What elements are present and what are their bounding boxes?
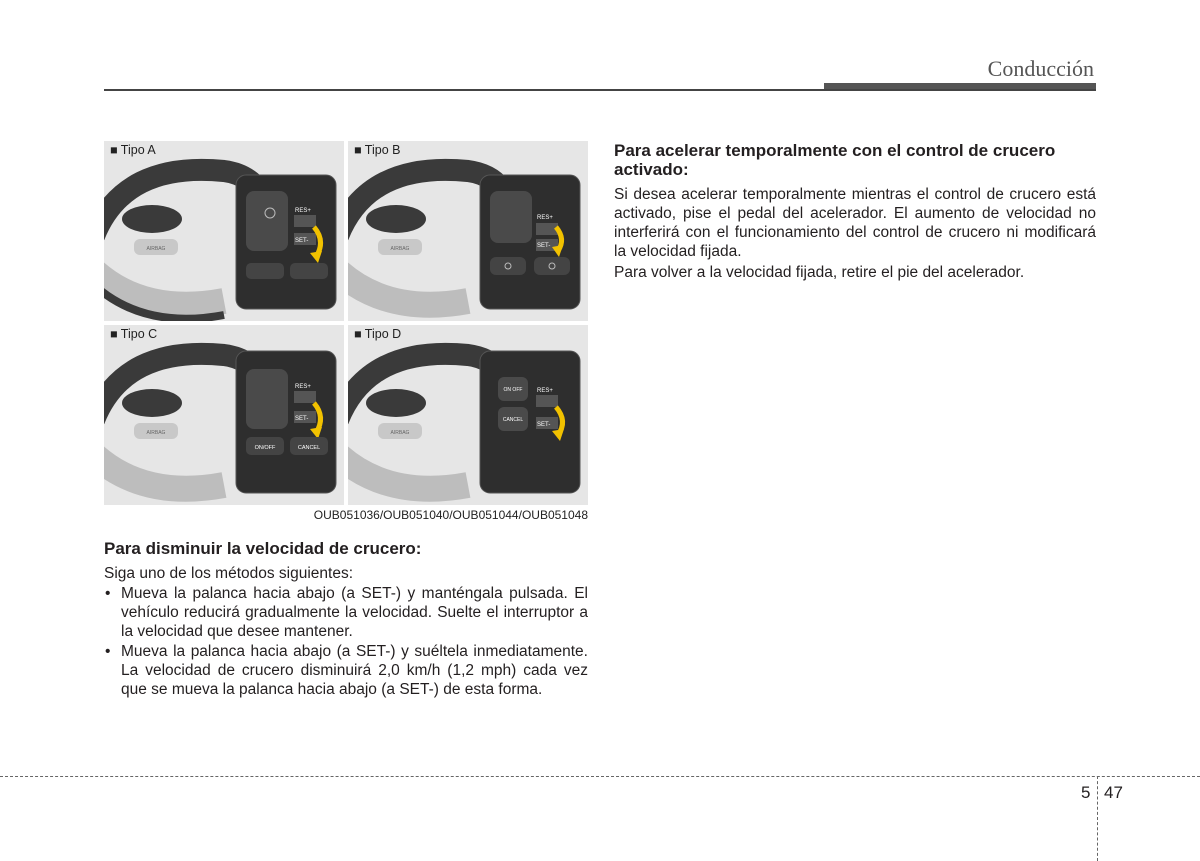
list-item: [104, 642, 588, 699]
figure-code: OUB051036/OUB051040/OUB051044/OUB051048: [313, 508, 588, 522]
header-rule: [104, 89, 1096, 91]
section-heading: Para acelerar temporalmente con el control de crucero activado:: [614, 141, 1056, 179]
left-column: [104, 539, 588, 699]
panel-label: ■ Tipo B: [354, 143, 401, 157]
section-heading: Para disminuir la velocidad de crucero:: [104, 539, 422, 558]
page-header-title: Conducción: [987, 56, 1094, 81]
footer-dashed-divider: [1097, 776, 1098, 861]
set-button-label: SET-: [537, 243, 551, 249]
bullet-icon: •: [105, 585, 111, 602]
steering-wheel-figure: [104, 141, 588, 507]
panel-label: ■ Tipo A: [110, 143, 156, 157]
airbag-text: AIRBAG: [390, 430, 410, 436]
set-button-label: SET-: [295, 238, 309, 244]
footer-dashed-rule: [0, 776, 1200, 777]
panel-tipo-d: [348, 325, 588, 505]
res-button-label: RES+: [537, 215, 553, 221]
right-column: [614, 141, 1096, 282]
list-item-text: Mueva la palanca hacia abajo (a SET-) y manténgala pulsada. El vehículo reducirá gradualmente la velocidad. Suelte el interruptor a la velocidad que desee mantener.: [121, 585, 588, 640]
onoff-button-label: ON OFF: [503, 387, 523, 393]
bullet-icon: •: [105, 643, 111, 660]
airbag-text: AIRBAG: [390, 246, 410, 252]
panel-tipo-a: [104, 141, 344, 321]
res-button-label: RES+: [295, 208, 311, 214]
panel-label: ■ Tipo C: [110, 327, 158, 341]
panel-tipo-b: [348, 141, 588, 321]
steering-wheel-illustration: [104, 141, 344, 321]
res-button-label: RES+: [295, 384, 311, 390]
set-button-label: SET-: [537, 422, 551, 428]
set-button-label: SET-: [295, 416, 309, 422]
page-number: 47: [1104, 783, 1123, 802]
list-item: [104, 584, 588, 641]
panel-label: ■ Tipo D: [354, 327, 402, 341]
cancel-button-label: CANCEL: [502, 417, 524, 423]
cancel-button-label: CANCEL: [297, 445, 321, 451]
steering-wheel-illustration: [348, 325, 588, 505]
res-button-label: RES+: [537, 388, 553, 394]
onoff-button-label: ON/OFF: [254, 445, 276, 451]
airbag-text: AIRBAG: [146, 430, 166, 436]
list-item-text: Mueva la palanca hacia abajo (a SET-) y suéltela inmediatamente. La velocidad de crucero disminuirá 2,0 km/h (1,2 mph) cada vez que se mueva la palanca hacia abajo (a SET-) de esta forma.: [121, 643, 588, 698]
bullet-list: [104, 584, 588, 699]
section-intro: Siga uno de los métodos siguientes:: [104, 565, 354, 582]
paragraph: Si desea acelerar temporalmente mientras el control de crucero está activado, pise el pedal del acelerador. El aumento de velocidad no interferirá con el funcionamiento del control de crucero ni modificará la velocidad fijada.: [614, 186, 1096, 260]
steering-wheel-illustration: [104, 325, 344, 505]
chapter-number: 5: [1081, 783, 1091, 802]
panel-tipo-c: [104, 325, 344, 505]
airbag-text: AIRBAG: [146, 246, 166, 252]
steering-wheel-illustration: [348, 141, 588, 321]
paragraph: Para volver a la velocidad fijada, retire el pie del acelerador.: [614, 264, 1025, 281]
